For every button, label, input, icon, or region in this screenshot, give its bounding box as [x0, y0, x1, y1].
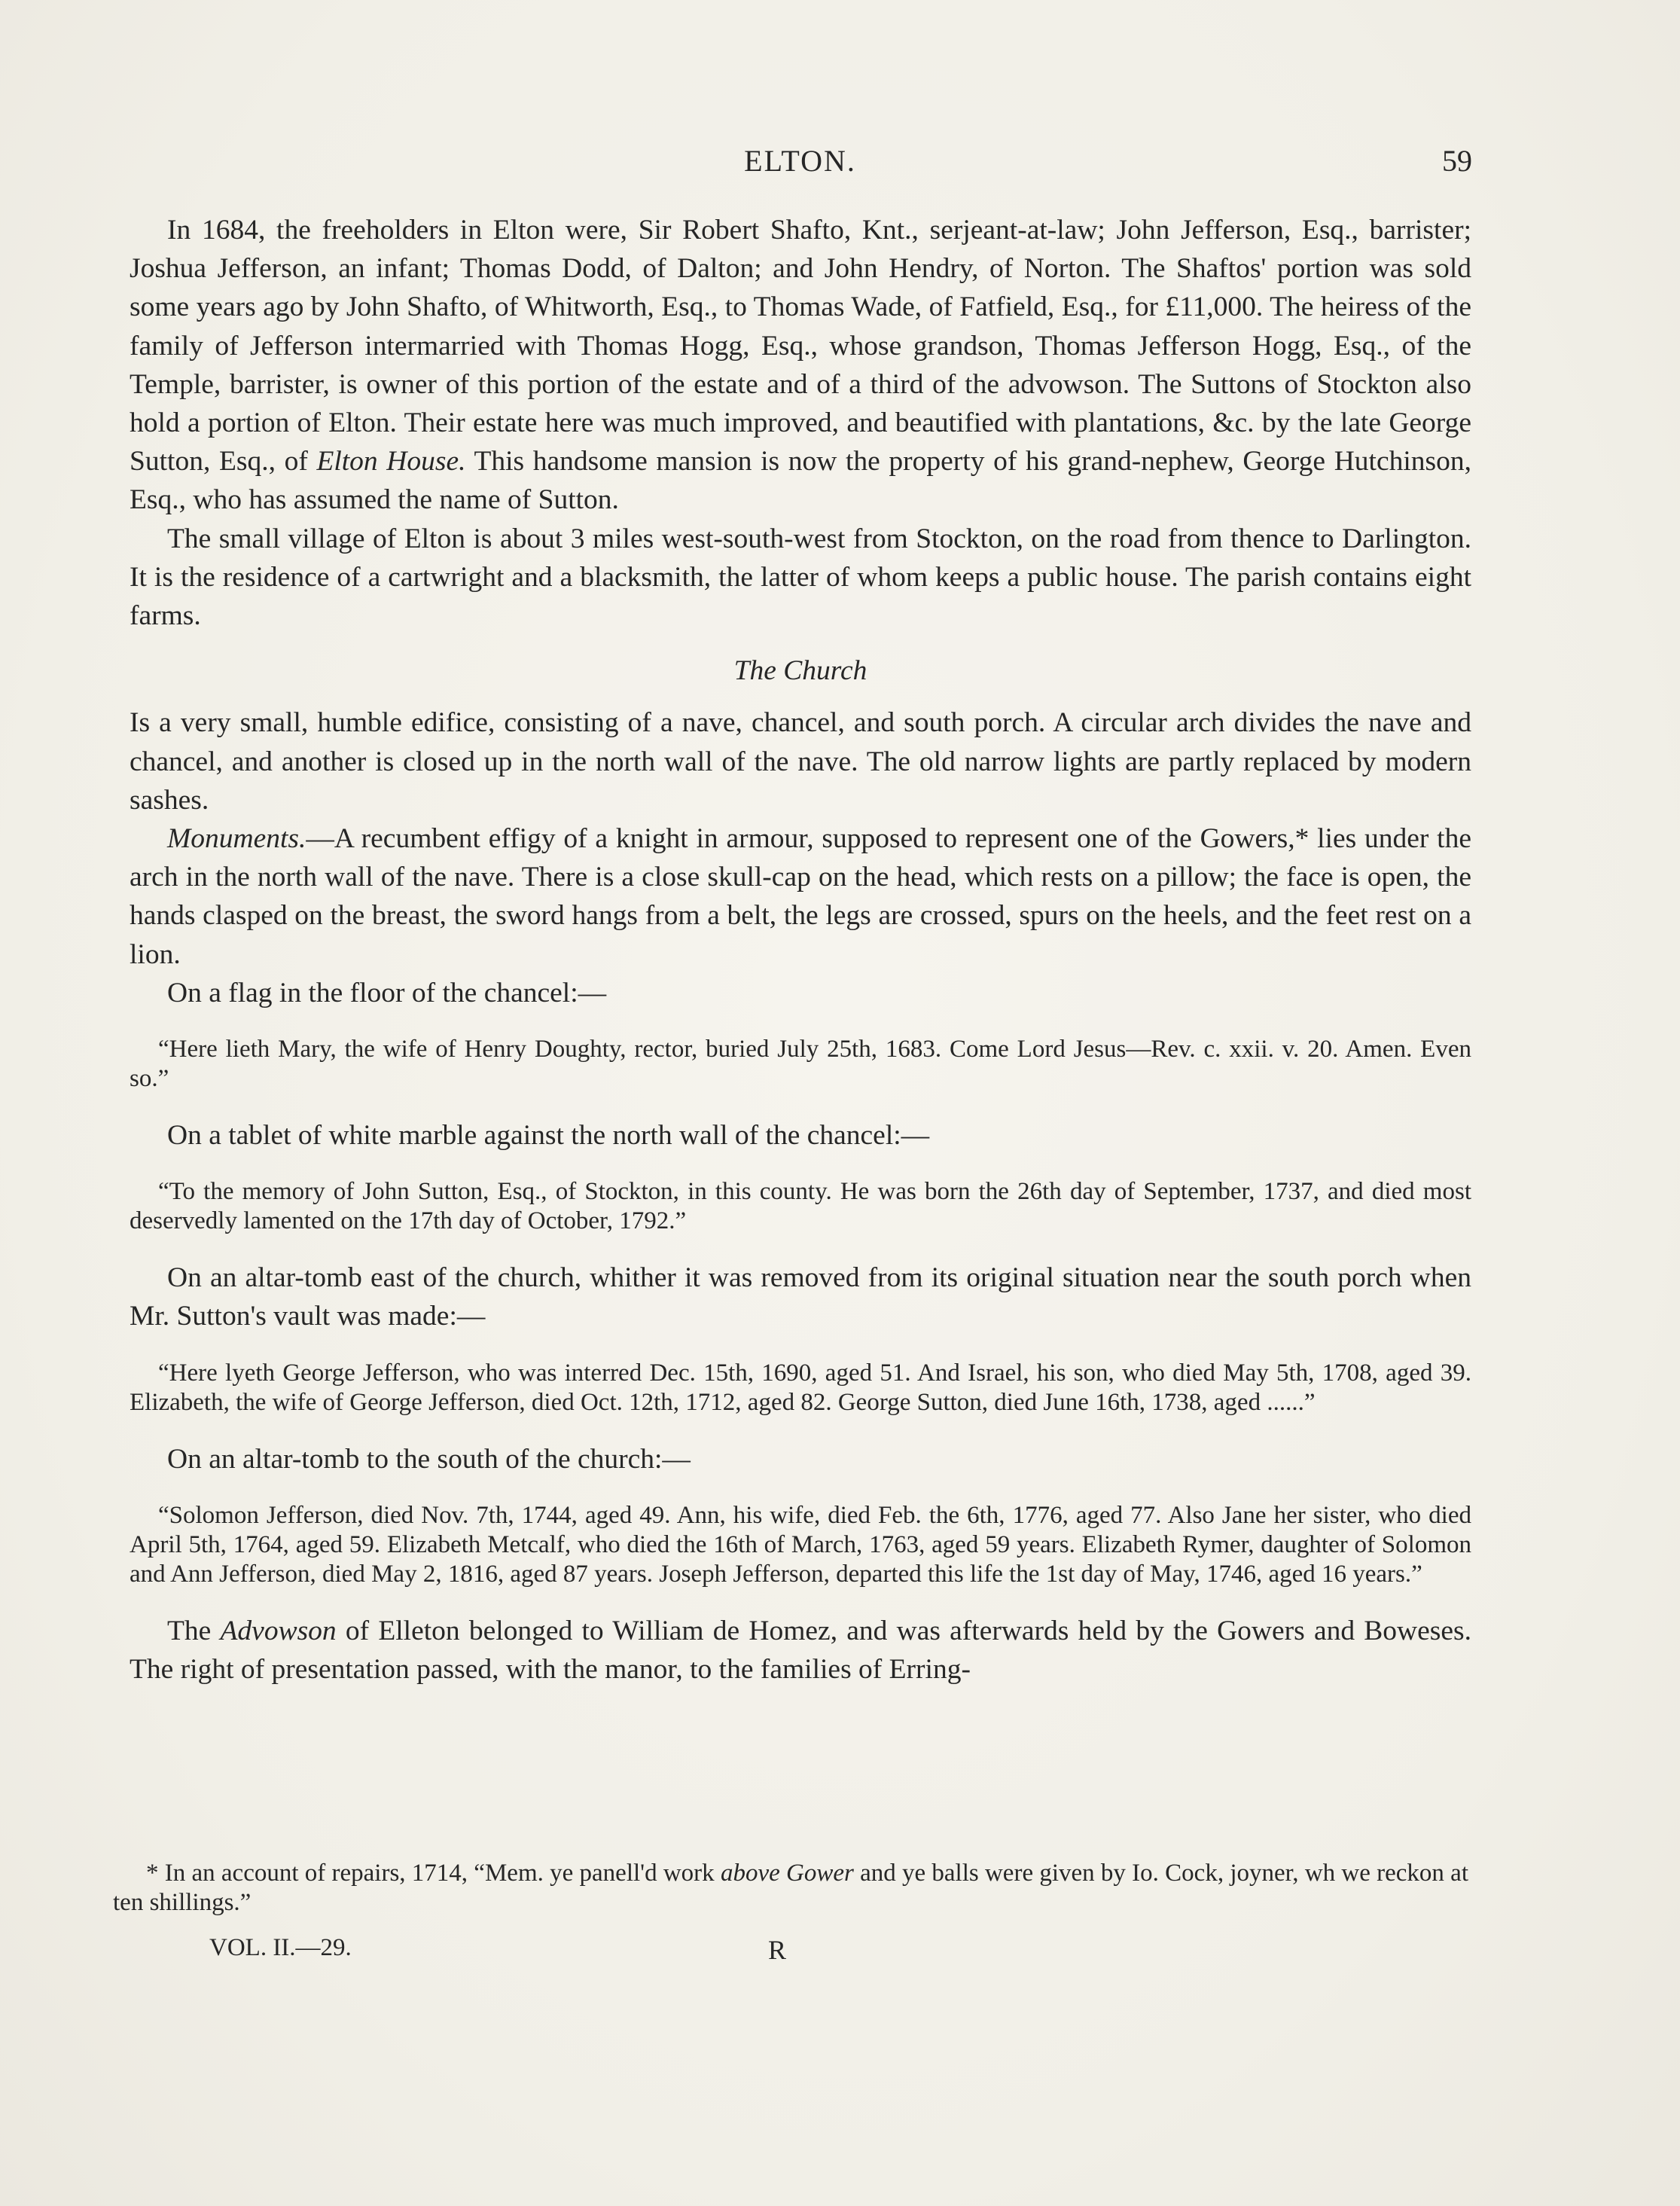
running-title: ELTON.: [744, 144, 856, 178]
paragraph-text: of Elleton belonged to William de Homez, and was afterwards held by the Gowers and Boweses. The right of presentation passed, with the manor, to the families of Erring-: [130, 1615, 1471, 1686]
monuments-italic: Monuments.: [167, 823, 306, 855]
paragraph-freeholders: [130, 211, 1471, 520]
footnote-text: and ye balls were given by Io. Cock, joyner, wh we reckon at ten shillings.”: [113, 1860, 1468, 1916]
intro-tablet: On a tablet of white marble against the north wall of the chancel:—: [167, 1120, 930, 1152]
paragraph-text: In 1684, the freeholders in Elton were, Sir Robert Shafto, Knt., serjeant-at-law; John Jefferson, Esq., barrister; Joshua Jefferson, an infant; Thomas Dodd, of Dalton; and John Hendry, of Norton. The Shaftos' portion was sold some years ago by John Shafto, of Whitworth, Esq., to Thomas Wade, of Fatfield, Esq., for £11,000. The heiress of the family of Jefferson intermarried with Thomas Hogg, Esq., whose grandson, Thomas Jefferson Hogg, Esq., of the Temple, barrister, is owner of this portion of the estate and of a third of the advowson. The Suttons of Stockton also hold a portion of Elton. Their estate here was much improved, and beautified with plantations, &c. by the late George Sutton, Esq., of: [130, 215, 1471, 478]
page-header: [128, 143, 1472, 188]
body-text: [130, 211, 1471, 1689]
paragraph-monuments: [130, 819, 1471, 974]
page-number: 59: [1442, 144, 1472, 178]
inscription-solomon-jefferson: “Solomon Jefferson, died Nov. 7th, 1744, aged 49. Ann, his wife, died Feb. the 6th, 1776, aged 77. Also Jane her sister, who died April 5th, 1764, aged 59. Elizabeth Metcalf, who died the 16th of March, 1763, aged 59 years. Elizabeth Rymer, daughter of Solomon and Ann Jefferson, died May 2, 1816, aged 87 years. Joseph Jefferson, departed this life the 1st day of May, 1746, aged 16 years.”: [130, 1501, 1471, 1588]
footnote: [113, 1859, 1468, 1918]
section-title-church: The Church: [733, 655, 867, 687]
elton-house-italic: Elton House.: [316, 446, 466, 478]
inscription-john-sutton: “To the memory of John Sutton, Esq., of Stockton, in this county. He was born the 26th day of September, 1737, and died most deservedly lamented on the 17th day of October, 1792.”: [130, 1178, 1471, 1235]
paragraph-text: —A recumbent effigy of a knight in armour, supposed to represent one of the Gowers,* lies under the arch in the north wall of the nave. There is a close skull-cap on the head, which rests on a pillow; the face is open, the hands clasped on the breast, the sword hangs from a belt, the legs are crossed, spurs on the heels, and the feet rest on a lion.: [130, 823, 1471, 970]
volume-signature: VOL. II.—29.: [209, 1934, 352, 1961]
inscription-george-jefferson: “Here lyeth George Jefferson, who was interred Dec. 15th, 1690, aged 51. And Israel, his son, who died May 5th, 1708, aged 39. Elizabeth, the wife of George Jefferson, died Oct. 12th, 1712, aged 82. George Sutton, died June 16th, 1738, aged ......”: [130, 1359, 1471, 1416]
footnote-text: * In an account of repairs, 1714, “Mem. ye panell'd work: [146, 1860, 721, 1887]
inscription-mary-doughty: “Here lieth Mary, the wife of Henry Doughty, rector, buried July 25th, 1683. Come Lord Jesus—Rev. c. xxii. v. 20. Amen. Even so.”: [130, 1036, 1471, 1093]
footnote-italic: above Gower: [720, 1860, 854, 1887]
paragraph-text: This handsome mansion is now the property of his grand-nephew, George Hutchinson, Esq., who has assumed the name of Sutton.: [130, 446, 1471, 516]
intro-flag: On a flag in the floor of the chancel:—: [167, 977, 607, 1008]
intro-altar-tomb-south: On an altar-tomb to the south of the church:—: [167, 1443, 691, 1475]
paragraph-church: Is a very small, humble edifice, consisting of a nave, chancel, and south porch. A circular arch divides the nave and chancel, and another is closed up in the north wall of the nave. The old narrow lights are partly replaced by modern sashes.: [130, 707, 1471, 816]
paragraph-village: The small village of Elton is about 3 miles west-south-west from Stockton, on the road from thence to Darlington. It is the residence of a cartwright and a blacksmith, the latter of whom keeps a public house. The parish contains eight farms.: [130, 523, 1471, 632]
advowson-italic: Advowson: [220, 1615, 337, 1646]
intro-altar-tomb-east: On an altar-tomb east of the church, whither it was removed from its original situation near the south porch when Mr. Sutton's vault was made:—: [130, 1262, 1471, 1332]
paragraph-advowson: [130, 1612, 1471, 1689]
paragraph-text: The: [167, 1615, 221, 1646]
signature-mark: R: [768, 1935, 787, 1965]
